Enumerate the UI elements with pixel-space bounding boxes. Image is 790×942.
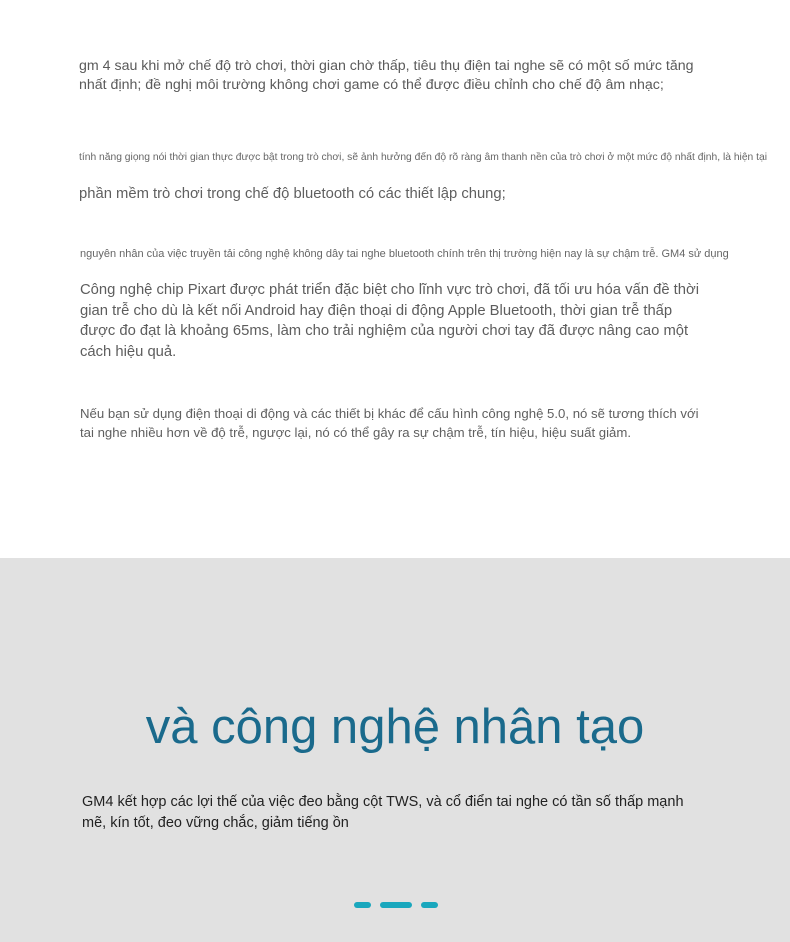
note-paragraph-game-mode: gm 4 sau khi mở chế độ trò chơi, thời gian chờ thấp, tiêu thụ điện tai nghe sẽ có một số mức tăng nhất định; đề nghị môi trường không chơi game có thể được điều chỉnh cho chế độ âm nhạc; bbox=[79, 58, 694, 93]
carousel-indicator bbox=[354, 902, 438, 909]
feature-heading: và công nghệ nhân tạo bbox=[145, 700, 645, 754]
carousel-dot-1[interactable] bbox=[354, 902, 371, 908]
note-paragraph-voice: tính năng giọng nói thời gian thực được bật trong trò chơi, sẽ ảnh hưởng đến độ rõ ràng âm thanh nền của trò chơi ở một mức độ nhất định, là hiện tại bbox=[79, 152, 768, 163]
note-paragraph-compatibility: Nếu bạn sử dụng điện thoại di động và các thiết bị khác để cấu hình công nghệ 5.0, nó sẽ tương thích với tai nghe nhiều hơn về độ trễ, ngược lại, nó có thể gây ra sự chậm trễ, tín hiệu, hiệu suất giảm. bbox=[80, 406, 699, 440]
note-paragraph-pixart-chip: Công nghệ chip Pixart được phát triển đặc biệt cho lĩnh vực trò chơi, đã tối ưu hóa vấn đề thời gian trễ cho dù là kết nối Android hay điện thoại di động Apple Bluetooth, thời gian trễ thấp được đo đạt là khoảng 65ms, làm cho trải nghiệm của người chơi tay đã được nâng cao một cách hiệu quả. bbox=[80, 282, 699, 361]
carousel-dot-2-active[interactable] bbox=[380, 902, 412, 908]
carousel-dot-3[interactable] bbox=[421, 902, 438, 908]
note-paragraph-bluetooth-settings: phần mềm trò chơi trong chế độ bluetooth có các thiết lập chung; bbox=[79, 186, 506, 202]
feature-banner bbox=[0, 558, 790, 942]
feature-description: GM4 kết hợp các lợi thế của việc đeo bằng cột TWS, và cổ điển tai nghe có tần số thấp mạnh mẽ, kín tốt, đeo vững chắc, giảm tiếng ồn bbox=[82, 794, 684, 831]
note-paragraph-latency-cause: nguyên nhân của việc truyền tải công nghệ không dây tai nghe bluetooth chính trên thị trường hiện nay là sự chậm trễ. GM4 sử dụng bbox=[80, 248, 729, 260]
